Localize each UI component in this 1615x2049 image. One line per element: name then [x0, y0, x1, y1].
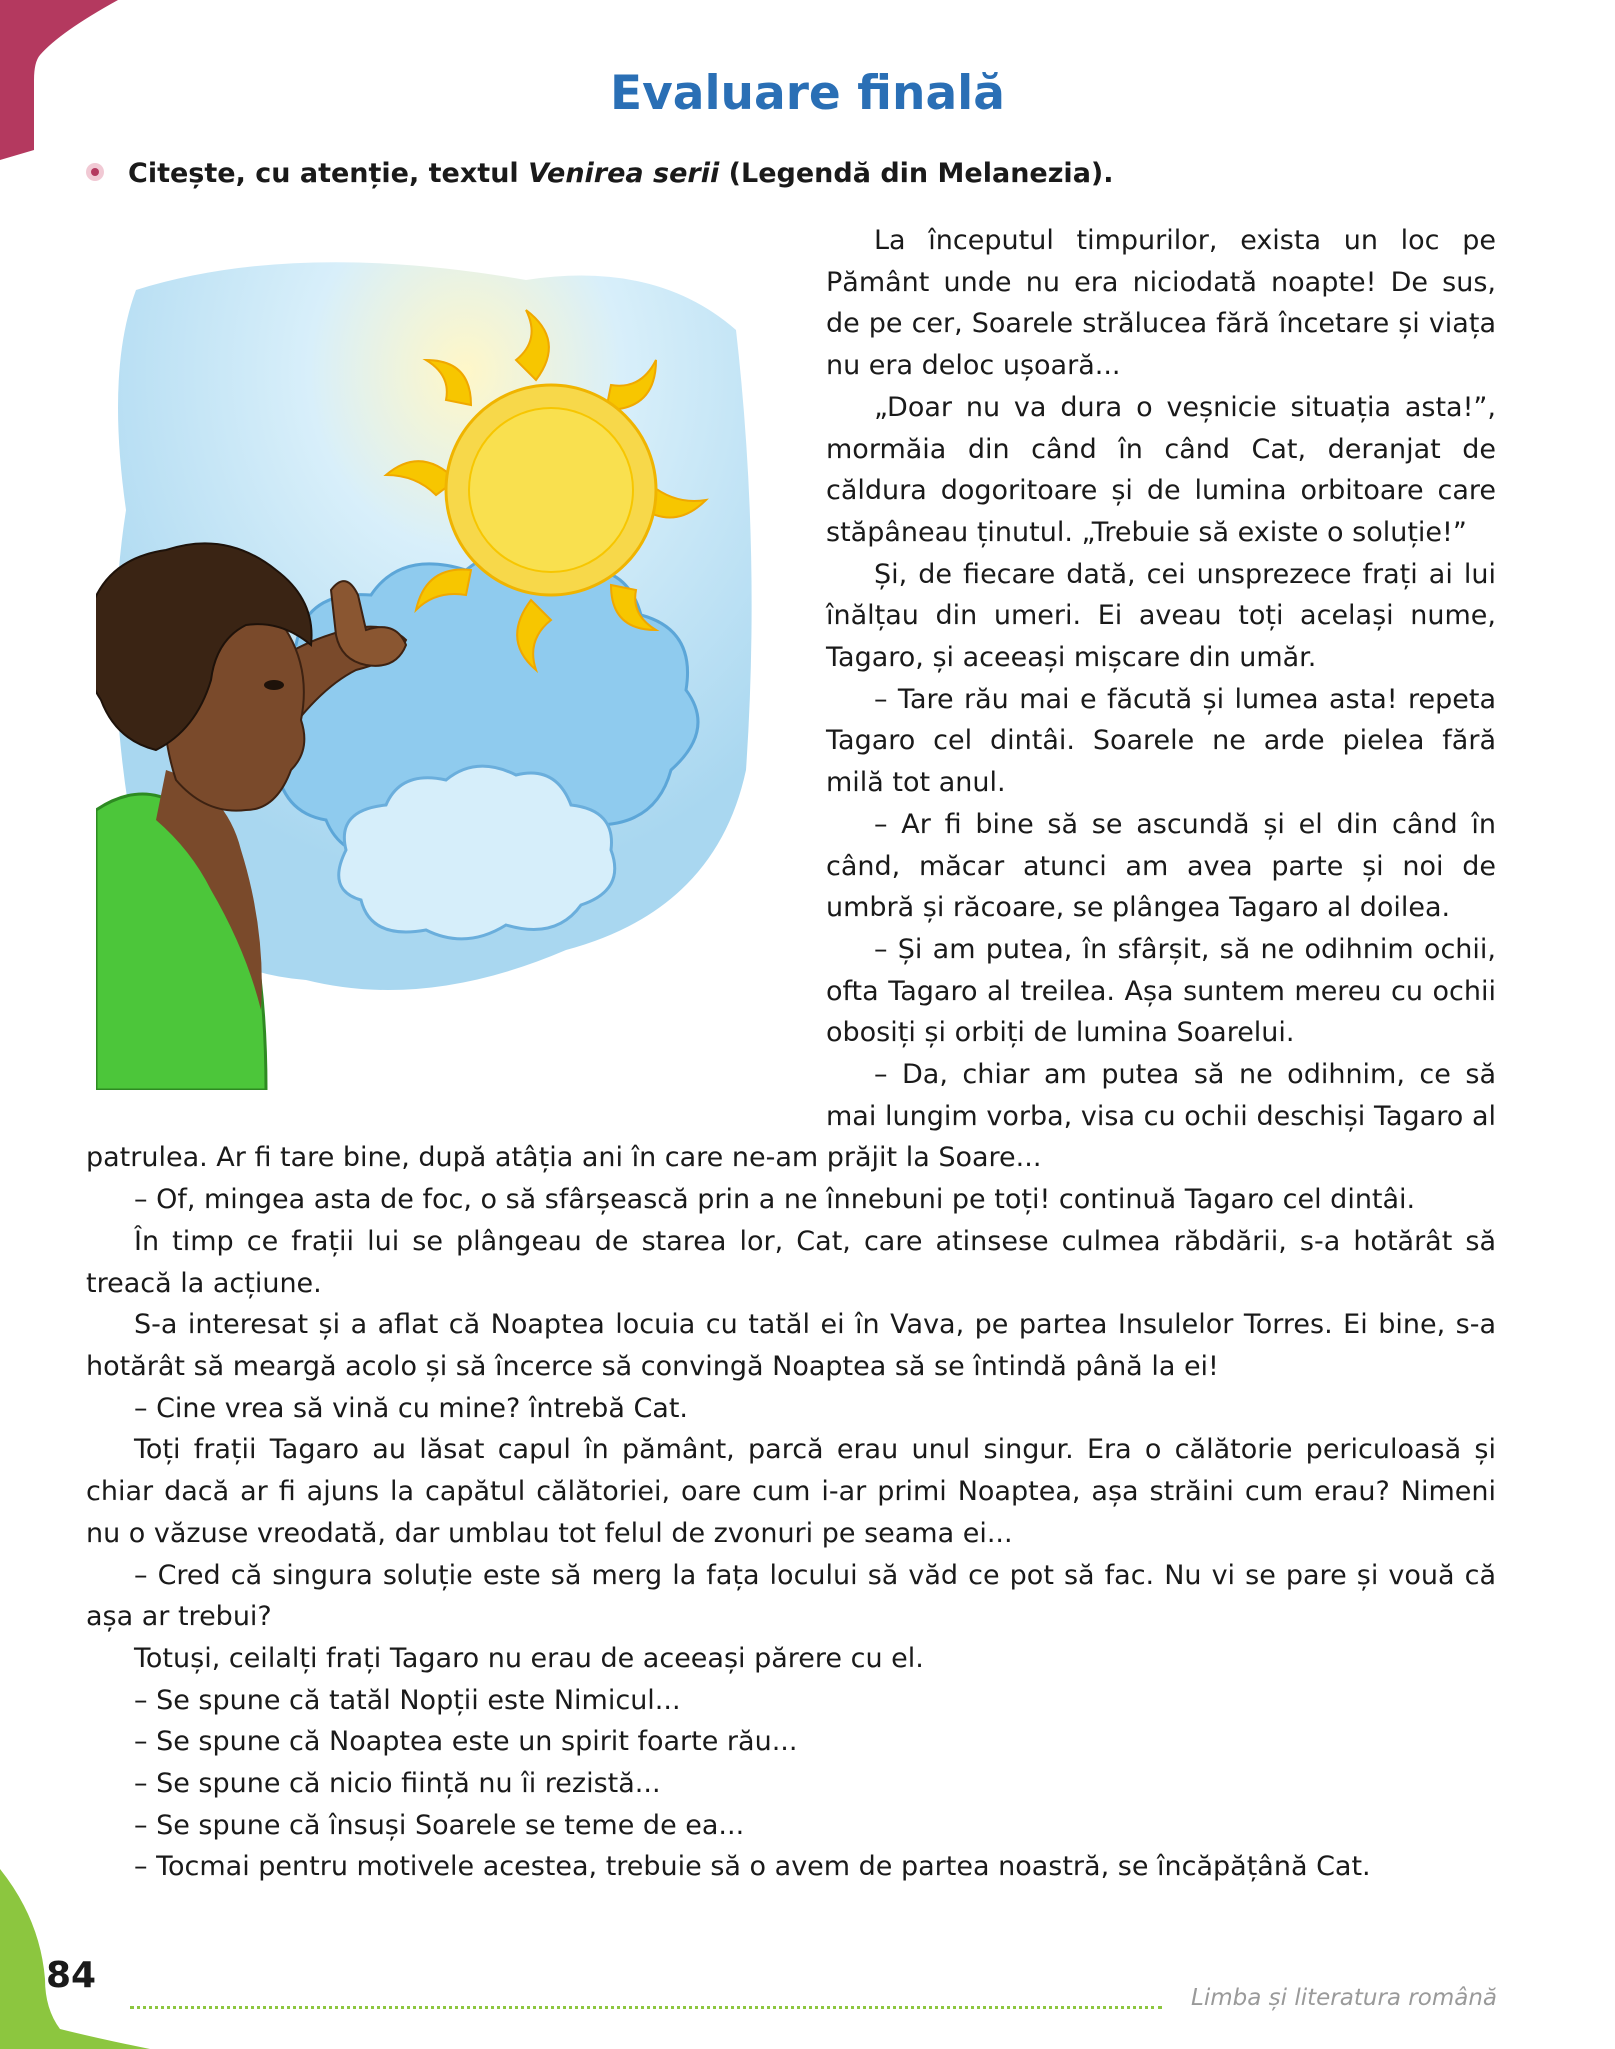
story-paragraph: Totuși, ceilalți frați Tagaro nu erau de aceeași părere cu el.	[134, 1642, 924, 1674]
story-paragraph: La începutul timpurilor, exista un loc pe Pământ unde nu era niciodată noapte! De sus, de pe cer, Soarele strălucea fără încetare și viața nu era deloc ușoară...	[826, 225, 1496, 382]
story-paragraph: – Și am putea, în sfârșit, să ne odihnim ochii, ofta Tagaro al treilea. Așa suntem mereu cu ochii obosiți și orbiți de lumina Soarelui.	[826, 933, 1496, 1049]
story-paragraph: – Cine vrea să vină cu mine? întrebă Cat.	[134, 1392, 689, 1424]
story-paragraph: – Se spune că Noaptea este un spirit foarte rău...	[134, 1726, 798, 1758]
story-paragraph: În timp ce frații lui se plângeau de starea lor, Cat, care atinsese culmea răbdării, s-a hotărât să treacă la acțiune.	[86, 1225, 1496, 1299]
reading-instruction: Citește, cu atenție, textul Venirea serii (Legendă din Melanezia).	[86, 158, 1114, 189]
story-paragraph: – Se spune că nicio ființă nu îi rezistă...	[134, 1768, 661, 1800]
story-paragraph: – Da, chiar am putea să ne odihnim, ce să mai lungim vorba, visa cu ochii deschiși Tagaro al patrulea. Ar fi tare bine, după atâția ani în care ne-am prăjit la Soare...	[86, 1059, 1496, 1174]
story-paragraph: – Se spune că însuși Soarele se teme de ea...	[134, 1809, 745, 1841]
story-paragraph: Și, de fiecare dată, cei unsprezece frați ai lui înălțau din umeri. Ei aveau toți același nume, Tagaro, și aceeași mișcare din umăr.	[826, 558, 1496, 674]
illustration-space	[86, 220, 826, 1098]
page-number: 84	[46, 1955, 97, 1996]
story-paragraph: – Of, mingea asta de foc, o să sfârșească prin a ne înnebuni pe toți! continuă Tagaro cel dintâi.	[134, 1184, 1416, 1216]
story-paragraph: – Tocmai pentru motivele acestea, trebuie să o avem de partea noastră, se încăpățână Cat.	[134, 1851, 1371, 1883]
story-paragraph: – Tare rău mai e făcută și lumea asta! repeta Tagaro cel dintâi. Soarele ne arde pielea fără milă tot anul.	[826, 683, 1496, 799]
story-paragraph: S-a interesat și a aflat că Noaptea locuia cu tatăl ei în Vava, pe partea Insulelor Torres. Ei bine, s-a hotărât să meargă acolo și să încerce să convingă Noaptea să se întindă până la ei!	[86, 1309, 1496, 1382]
story-paragraph: Toți frații Tagaro au lăsat capul în pământ, parcă erau unul singur. Era o călătorie periculoasă și chiar dacă ar fi ajuns la capătul călătoriei, oare cum i-ar primi Noaptea, așa străini cum erau? Nimeni nu o văzuse vreodată, dar umblau tot felul de zvonuri pe seama ei...	[86, 1434, 1496, 1549]
bullet-icon	[86, 163, 104, 181]
book-title: Limba și literatura română	[1191, 1985, 1497, 2011]
page-title: Evaluare finală	[609, 66, 1005, 121]
story-paragraph: – Se spune că tatăl Nopții este Nimicul...	[134, 1684, 681, 1716]
footer-divider	[130, 2006, 1162, 2009]
story-paragraph: – Ar fi bine să se ascundă și el din când în când, măcar atunci am avea parte și noi de umbră și răcoare, se plângea Tagaro al doilea.	[826, 808, 1496, 924]
story-text	[86, 220, 1496, 1888]
story-paragraph: – Cred că singura soluție este să merg la fața locului să văd ce pot să fac. Nu vi se pare și vouă că așa ar trebui?	[86, 1559, 1496, 1633]
story-paragraph: „Doar nu va dura o veșnicie situația asta!”, mormăia din când în când Cat, deranjat de căldura dogoritoare și de lumina orbitoare care stăpâneau ținutul. „Trebuie să existe o soluție!”	[826, 391, 1496, 548]
